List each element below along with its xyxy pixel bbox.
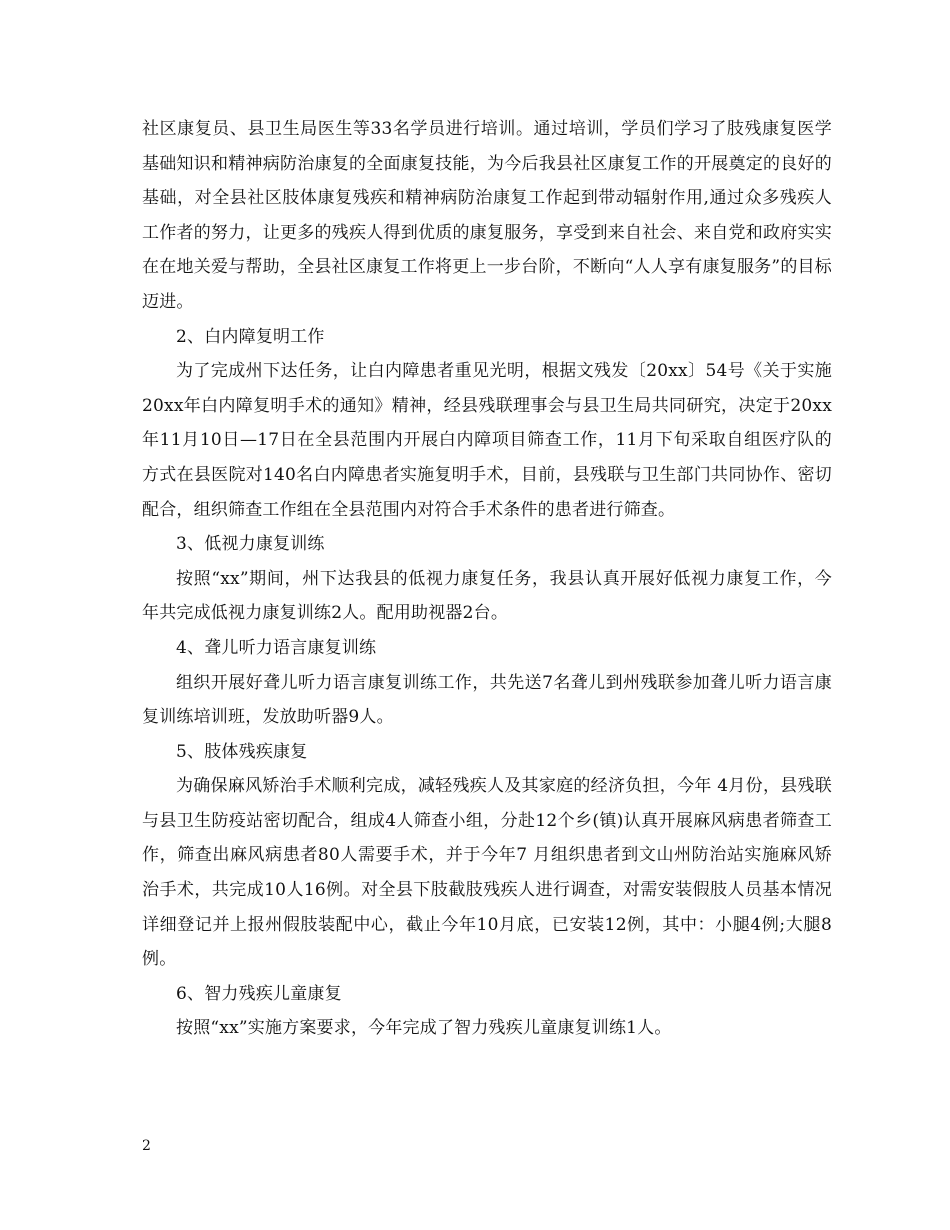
page-number: 2 (142, 1138, 151, 1154)
paragraph-intellectual-disability-rehab: 按照“xx”实施方案要求，今年完成了智力残疾儿童康复训练1人。 (176, 1018, 672, 1039)
heading-hearing-language-training: 4、聋儿听力语言康复训练 (176, 637, 377, 658)
document-content (142, 112, 832, 1046)
paragraph-hearing-language-training: 组织开展好聋儿听力语言康复训练工作，共先送7名聋儿到州残联参加聋儿听力语言康复训练培训班，发放助听器9人。 (142, 672, 832, 728)
paragraph-low-vision-training: 按照“xx”期间，州下达我县的低视力康复任务，我县认真开展好低视力康复工作，今年共完成低视力康复训练2人。配用助视器2台。 (142, 568, 832, 624)
paragraph-limb-disability-rehab: 为确保麻风矫治手术顺利完成，减轻残疾人及其家庭的经济负担，今年 4月份，县残联与县卫生防疫站密切配合，组成4人筛查小组，分赴12个乡(镇)认真开展麻风病患者筛查工作，筛查出麻风病患者80人需要手术，并于今年7 月组织患者到文山州防治站实施麻风矫治手术，共完成10人16例。对全县下肢截肢残疾人进行调查，对需安装假肢人员基本情况详细登记并上报州假肢装配中心，截止今年10月底，已安装12例，其中：小腿4例;大腿8例。 (142, 776, 832, 970)
heading-limb-disability-rehab: 5、肢体残疾康复 (176, 741, 308, 762)
heading-low-vision-training: 3、低视力康复训练 (176, 534, 325, 555)
paragraph-cataract-restoration: 为了完成州下达任务，让白内障患者重见光明，根据文残发〔20xx〕54号《关于实施20xx年白内障复明手术的通知》精神，经县残联理事会与县卫生局共同研究，决定于20xx 年11月10日—17日在全县范围内开展白内障项目筛查工作，11月下旬采取自组医疗队的方式在县医院对140名白内障患者实施复明手术，目前，县残联与卫生部门共同协作、密切配合，组织筛查工作组在全县范围内对符合手术条件的患者进行筛查。 (142, 361, 832, 520)
paragraph-community-rehab: 社区康复员、县卫生局医生等33名学员进行培训。通过培训，学员们学习了肢残康复医学基础知识和精神病防治康复的全面康复技能，为今后我县社区康复工作的开展奠定的良好的基础，对全县社区肢体康复残疾和精神病防治康复工作起到带动辐射作用,通过众多残疾人工作者的努力，让更多的残疾人得到优质的康复服务，享受到来自社会、来自党和政府实实在在地关爱与帮助，全县社区康复工作将更上一步台阶，不断向“人人享有康复服务”的目标迈进。 (142, 119, 832, 312)
heading-intellectual-disability-rehab: 6、智力残疾儿童康复 (176, 983, 342, 1004)
heading-cataract-restoration: 2、白内障复明工作 (176, 326, 325, 347)
